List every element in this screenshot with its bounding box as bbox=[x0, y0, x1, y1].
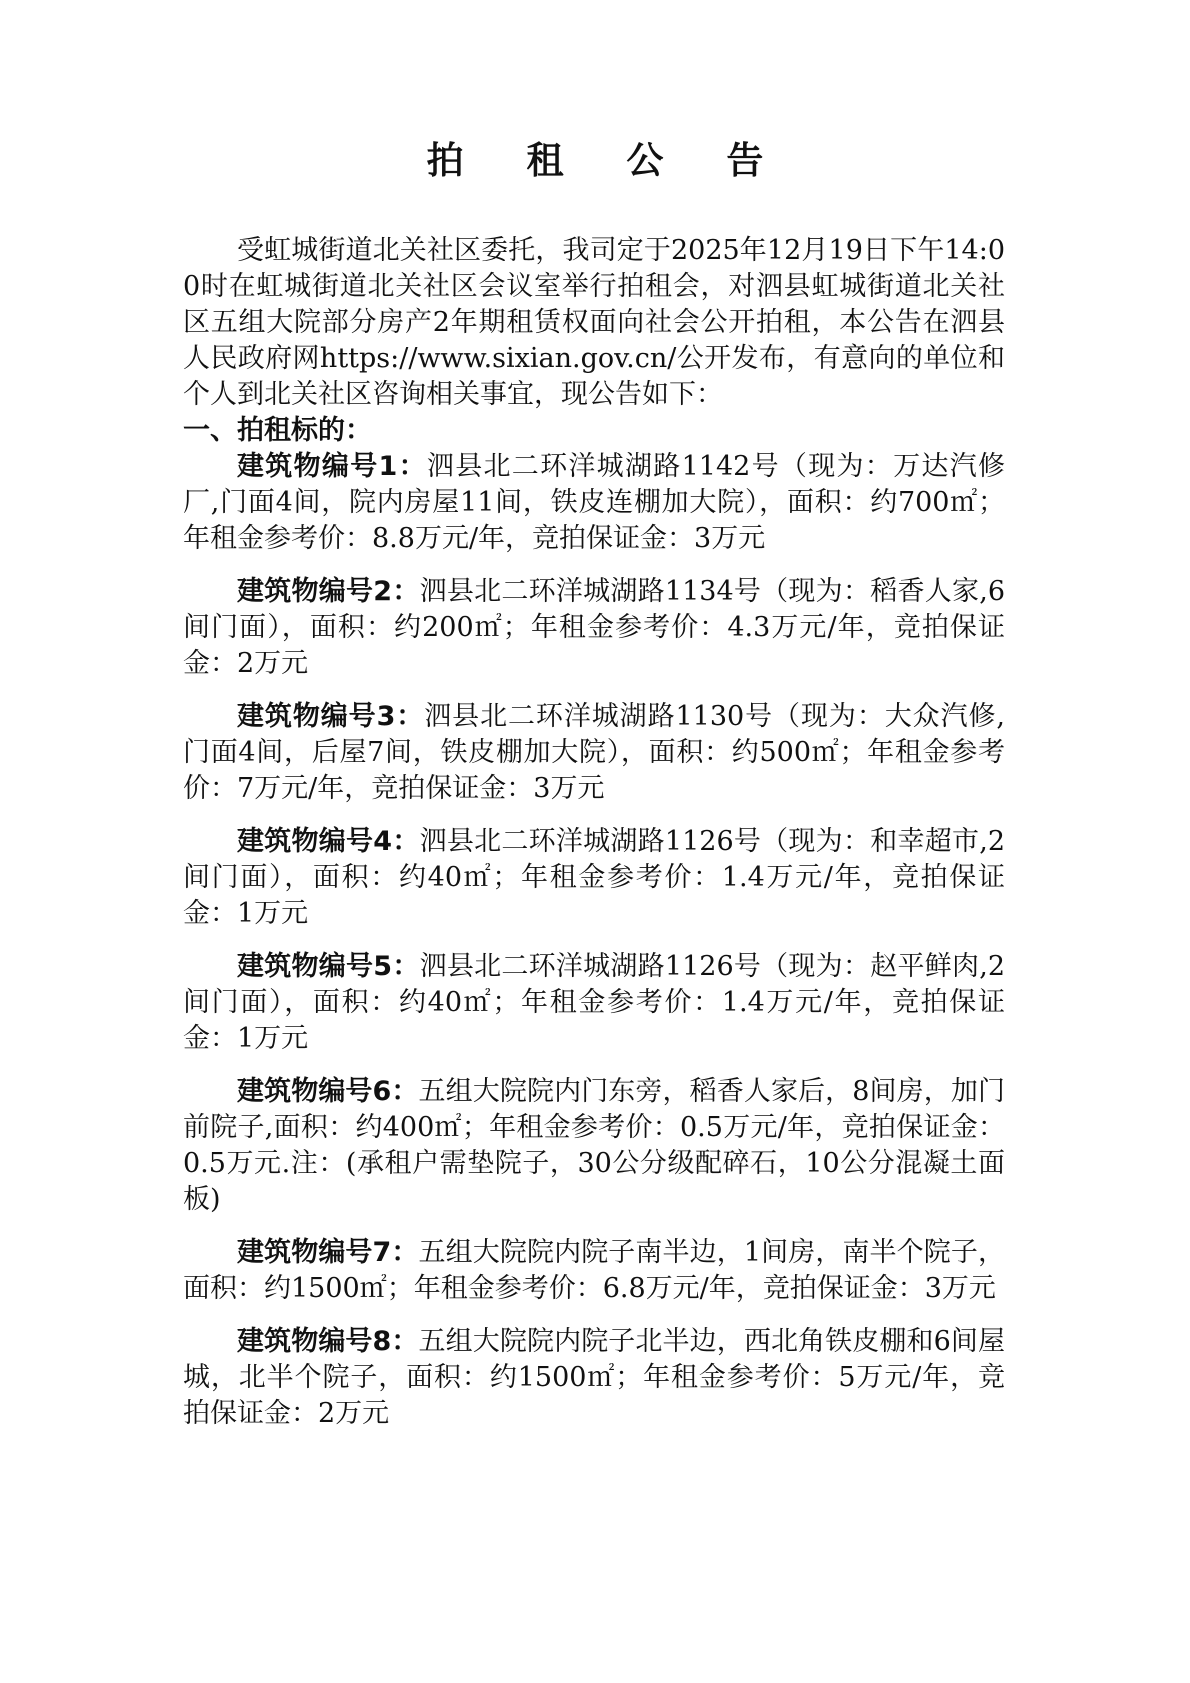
item-text: 泗县北二环洋城湖路1126号（现为：赵平鲜肉,2间门面），面积：约40㎡；年租金参考价：1.4万元/年，竞拍保证金：1万元 bbox=[183, 951, 1005, 1054]
item-label: 建筑物编号5： bbox=[237, 951, 420, 982]
item-text: 泗县北二环洋城湖路1130号（现为：大众汽修,门面4间，后屋7间，铁皮棚加大院），面积：约500㎡；年租金参考价：7万元/年，竞拍保证金：3万元 bbox=[183, 701, 1005, 804]
item-text: 五组大院院内院子北半边，西北角铁皮棚和6间屋城，北半个院子，面积：约1500㎡；年租金参考价：5万元/年，竞拍保证金：2万元 bbox=[183, 1326, 1005, 1429]
list-item bbox=[183, 699, 1005, 807]
item-label: 建筑物编号3： bbox=[237, 701, 425, 732]
item-label: 建筑物编号6： bbox=[237, 1076, 419, 1107]
item-text: 泗县北二环洋城湖路1126号（现为：和幸超市,2间门面），面积：约40㎡；年租金参考价：1.4万元/年，竞拍保证金：1万元 bbox=[183, 826, 1005, 929]
section-heading: 一、拍租标的： bbox=[183, 415, 372, 446]
item-label: 建筑物编号7： bbox=[237, 1237, 419, 1268]
list-item bbox=[183, 449, 1005, 557]
list-item bbox=[183, 1074, 1005, 1218]
item-label: 建筑物编号2： bbox=[237, 576, 420, 607]
item-text: 泗县北二环洋城湖路1142号（现为：万达汽修厂,门面4间，院内房屋11间，铁皮连棚加大院），面积：约700㎡；年租金参考价：8.8万元/年，竞拍保证金：3万元 bbox=[183, 451, 1005, 554]
item-list bbox=[183, 449, 1005, 1432]
page-title: 拍 租 公 告 bbox=[426, 139, 789, 182]
item-label: 建筑物编号1： bbox=[237, 451, 427, 482]
item-label: 建筑物编号8： bbox=[237, 1326, 419, 1357]
intro-paragraph: 受虹城街道北关社区委托，我司定于2025年12月19日下午14:00时在虹城街道北关社区会议室举行拍租会，对泗县虹城街道北关社区五组大院部分房产2年期租赁权面向社会公开拍租，本公告在泗县人民政府网https://www.sixian.gov.cn/公开发布，有意向的单位和个人到北关社区咨询相关事宜，现公告如下： bbox=[183, 235, 1005, 410]
item-text: 五组大院院内院子南半边，1间房，南半个院子，面积：约1500㎡；年租金参考价：6.8万元/年，竞拍保证金：3万元 bbox=[183, 1237, 1005, 1304]
list-item bbox=[183, 949, 1005, 1057]
list-item bbox=[183, 1235, 1005, 1307]
list-item bbox=[183, 574, 1005, 682]
document-body bbox=[183, 233, 1005, 1449]
list-item bbox=[183, 1324, 1005, 1432]
item-label: 建筑物编号4： bbox=[237, 826, 420, 857]
list-item bbox=[183, 824, 1005, 932]
item-text: 泗县北二环洋城湖路1134号（现为：稻香人家,6间门面），面积：约200㎡；年租金参考价：4.3万元/年，竞拍保证金：2万元 bbox=[183, 576, 1005, 679]
item-text: 五组大院院内门东旁，稻香人家后，8间房，加门前院子,面积：约400㎡；年租金参考价：0.5万元/年，竞拍保证金：0.5万元.注：(承租户需垫院子，30公分级配碎石，10公分混凝土面板) bbox=[183, 1076, 1005, 1215]
